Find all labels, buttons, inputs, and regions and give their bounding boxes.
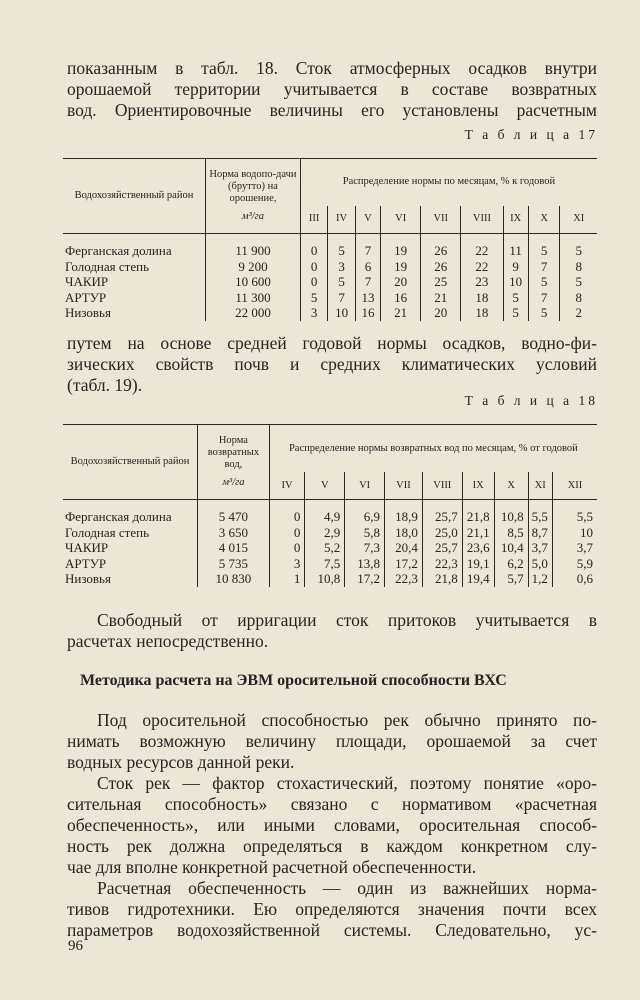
region-name-cell: АРТУР (65, 289, 107, 305)
month-value-cell: 13,8 (345, 556, 385, 572)
norm-cell: 22 000 (205, 305, 300, 321)
month-value-cell: 22 (461, 259, 503, 275)
month-value-cell: 25,7 (422, 509, 462, 525)
definition-paragraph (67, 710, 597, 773)
table18-header-norm (198, 425, 270, 500)
norm-cell: 10 830 (198, 571, 270, 587)
month-value-cell: 5,5 (528, 509, 552, 525)
table17-header-norm-label: Норма водопо-дачи (брутто) на орошение, (209, 169, 297, 204)
text-line: параметров водохозяйственной системы. Следовательно, ус- (67, 920, 597, 940)
region-name-cell: ЧАКИР (65, 274, 109, 289)
table17-month-header: VII (421, 206, 461, 234)
month-value-cell: 10 (503, 274, 528, 290)
table17-month-header: V (355, 206, 380, 234)
month-value-cell: 0 (300, 259, 327, 275)
month-value-cell: 7,3 (345, 540, 385, 556)
table18-caption: Т а б л и ц а 18 (464, 393, 598, 408)
text-line: водных ресурсов данной реки. (67, 752, 295, 772)
month-value-cell: 25,7 (422, 540, 462, 556)
section-heading: Методика расчета на ЭВМ оросительной способности ВХС (80, 672, 507, 689)
month-value-cell: 3 (269, 556, 305, 572)
intro-paragraph (67, 58, 597, 121)
table18-header-region: Водохозяйственный район (63, 425, 198, 500)
region-name-cell: Голодная степь (65, 524, 149, 540)
month-value-cell: 22 (461, 243, 503, 259)
month-value-cell: 22,3 (385, 571, 423, 587)
design-provision-paragraph (67, 878, 597, 941)
table17-header-distribution: Распределение нормы по месяцам, % к годовой (300, 159, 597, 206)
table-row (63, 259, 597, 275)
month-value-cell: 5,7 (494, 571, 528, 587)
table17-header-norm (205, 159, 300, 234)
month-value-cell: 5 (528, 274, 560, 290)
month-value-cell: 11 (503, 243, 528, 259)
table17-month-header: XI (560, 206, 597, 234)
table18-header-norm-label: Норма возвратных вод, (207, 435, 260, 470)
region-name-cell: АРТУР (65, 555, 107, 571)
region-name-cell: Низовья (65, 571, 111, 586)
month-value-cell: 5 (528, 305, 560, 321)
table18-month-header: IX (462, 472, 494, 499)
month-value-cell: 16 (355, 305, 380, 321)
norm-cell: 10 600 (205, 274, 300, 290)
month-value-cell: 2 (560, 305, 597, 321)
table17-month-header: IV (328, 206, 355, 234)
month-value-cell: 18,9 (385, 509, 423, 525)
table-row (63, 525, 597, 541)
table18-header-norm-unit: м³/га (222, 477, 245, 488)
page-number: 96 (68, 938, 83, 954)
table-row (63, 243, 597, 259)
text-line: ность рек должна определяться в каждом конкретном слу- (67, 836, 597, 856)
table17-month-header: X (528, 206, 560, 234)
month-value-cell: 21,8 (422, 571, 462, 587)
month-value-cell: 20 (421, 305, 461, 321)
month-value-cell: 18 (461, 305, 503, 321)
month-value-cell: 25 (421, 274, 461, 290)
month-value-cell: 7 (528, 290, 560, 306)
month-value-cell: 4,9 (305, 509, 345, 525)
text-line: Свободный от ирригации сток притоков учитывается в (97, 610, 597, 630)
month-value-cell: 19,1 (462, 556, 494, 572)
month-value-cell: 5,8 (345, 525, 385, 541)
text-line: Расчетная обеспеченность — один из важнейших норма- (97, 878, 597, 898)
table17-header-region: Водохозяйственный район (63, 159, 205, 234)
month-value-cell: 5 (528, 243, 560, 259)
month-value-cell: 5 (503, 290, 528, 306)
month-value-cell: 10,8 (494, 509, 528, 525)
text-line: (табл. 19). (67, 375, 143, 395)
region-name-cell: Низовья (65, 305, 111, 320)
table-row (63, 274, 597, 290)
table-row (63, 509, 597, 525)
text-line: расчетах непосредственно. (67, 631, 269, 651)
month-value-cell: 0 (269, 509, 305, 525)
month-value-cell: 0 (269, 540, 305, 556)
text-line: вод. Ориентировочные величины его установлены расчетным (67, 100, 597, 120)
region-name-cell: ЧАКИР (65, 540, 109, 555)
month-value-cell: 6 (355, 259, 380, 275)
month-value-cell: 25,0 (422, 525, 462, 541)
table18-month-header: VI (345, 472, 385, 499)
table18 (63, 424, 597, 587)
table18-month-header: VIII (422, 472, 462, 499)
month-value-cell: 1,2 (528, 571, 552, 587)
month-value-cell: 5 (560, 274, 597, 290)
month-value-cell: 5,9 (552, 556, 597, 572)
text-line: Сток рек — фактор стохастический, поэтому понятие «оро- (97, 773, 597, 793)
table17-month-header: VI (381, 206, 421, 234)
table-row (63, 540, 597, 556)
norm-cell: 9 200 (205, 259, 300, 275)
month-value-cell: 1 (269, 571, 305, 587)
month-value-cell: 0,6 (552, 571, 597, 587)
text-line: орошаемой территории учитывается в составе возвратных (67, 79, 597, 99)
table18-month-header: V (305, 472, 345, 499)
month-value-cell: 8,5 (494, 525, 528, 541)
text-line: чае для вполне конкретной расчетной обеспеченности. (67, 857, 477, 877)
month-value-cell: 8 (560, 259, 597, 275)
month-value-cell: 5 (328, 243, 355, 259)
text-line: тивов гидротехники. Ею определяются значения почти всех (67, 899, 597, 919)
month-value-cell: 5 (560, 243, 597, 259)
month-value-cell: 23,6 (462, 540, 494, 556)
region-name-cell: Ферганская долина (65, 509, 172, 524)
month-value-cell: 26 (421, 243, 461, 259)
month-value-cell: 3,7 (552, 540, 597, 556)
text-line: Под оросительной способностью рек обычно принято по- (97, 710, 597, 730)
month-value-cell: 6,2 (494, 556, 528, 572)
table17-caption: Т а б л и ц а 17 (464, 127, 598, 142)
table18-month-header: XII (552, 472, 597, 499)
norm-cell: 5 735 (198, 556, 270, 572)
month-value-cell: 7,5 (305, 556, 345, 572)
free-flow-paragraph (67, 610, 597, 652)
month-value-cell: 2,9 (305, 525, 345, 541)
month-value-cell: 8,7 (528, 525, 552, 541)
middle-paragraph (67, 333, 597, 396)
month-value-cell: 19,4 (462, 571, 494, 587)
month-value-cell: 19 (381, 259, 421, 275)
month-value-cell: 21 (421, 290, 461, 306)
month-value-cell: 7 (528, 259, 560, 275)
table18-header-distribution: Распределение нормы возвратных вод по месяцам, % от годовой (269, 425, 597, 473)
text-line: показанным в табл. 18. Сток атмосферных осадков внутри (67, 58, 597, 78)
month-value-cell: 7 (355, 243, 380, 259)
table18-month-header: VII (385, 472, 423, 499)
month-value-cell: 5,0 (528, 556, 552, 572)
table17 (63, 158, 597, 321)
stochastic-paragraph (67, 773, 597, 878)
month-value-cell: 17,2 (345, 571, 385, 587)
month-value-cell: 16 (381, 290, 421, 306)
month-value-cell: 7 (355, 274, 380, 290)
table17-header-norm-unit: м³/га (241, 211, 265, 222)
region-name-cell: Голодная степь (65, 258, 149, 274)
month-value-cell: 3 (328, 259, 355, 275)
norm-cell: 11 300 (205, 290, 300, 306)
month-value-cell: 9 (503, 259, 528, 275)
month-value-cell: 18,0 (385, 525, 423, 541)
month-value-cell: 22,3 (422, 556, 462, 572)
month-value-cell: 20,4 (385, 540, 423, 556)
month-value-cell: 3 (300, 305, 327, 321)
month-value-cell: 21,1 (462, 525, 494, 541)
month-value-cell: 3,7 (528, 540, 552, 556)
table-row (63, 571, 597, 587)
month-value-cell: 26 (421, 259, 461, 275)
month-value-cell: 19 (381, 243, 421, 259)
month-value-cell: 21,8 (462, 509, 494, 525)
month-value-cell: 21 (381, 305, 421, 321)
region-name-cell: Ферганская долина (65, 243, 172, 258)
table18-month-header: XI (528, 472, 552, 499)
month-value-cell: 10 (328, 305, 355, 321)
text-line: зических свойств почв и средних климатических условий (67, 354, 597, 374)
month-value-cell: 5,5 (552, 509, 597, 525)
table-row (63, 305, 597, 321)
month-value-cell: 6,9 (345, 509, 385, 525)
table18-month-header: X (494, 472, 528, 499)
month-value-cell: 23 (461, 274, 503, 290)
table17-month-header: III (300, 206, 327, 234)
month-value-cell: 7 (328, 290, 355, 306)
table17-month-header: IX (503, 206, 528, 234)
norm-cell: 3 650 (198, 525, 270, 541)
norm-cell: 4 015 (198, 540, 270, 556)
month-value-cell: 10,4 (494, 540, 528, 556)
table18-month-header: IV (269, 472, 305, 499)
table-row (63, 290, 597, 306)
norm-cell: 11 900 (205, 243, 300, 259)
text-line: обеспеченность», или иными словами, оросительная способ- (67, 815, 597, 835)
month-value-cell: 0 (300, 243, 327, 259)
text-line: путем на основе средней годовой нормы осадков, водно-фи- (67, 333, 597, 353)
month-value-cell: 5 (328, 274, 355, 290)
month-value-cell: 0 (300, 274, 327, 290)
table-row (63, 556, 597, 572)
month-value-cell: 18 (461, 290, 503, 306)
norm-cell: 5 470 (198, 509, 270, 525)
table17-month-header: VIII (461, 206, 503, 234)
month-value-cell: 20 (381, 274, 421, 290)
month-value-cell: 8 (560, 290, 597, 306)
month-value-cell: 17,2 (385, 556, 423, 572)
month-value-cell: 0 (269, 525, 305, 541)
text-line: сительная способность» связано с нормативом «расчетная (67, 794, 597, 814)
month-value-cell: 10 (552, 525, 597, 541)
month-value-cell: 10,8 (305, 571, 345, 587)
month-value-cell: 5,2 (305, 540, 345, 556)
month-value-cell: 5 (503, 305, 528, 321)
month-value-cell: 13 (355, 290, 380, 306)
month-value-cell: 5 (300, 290, 327, 306)
text-line: нимать возможную величину площади, орошаемой за счет (67, 731, 597, 751)
